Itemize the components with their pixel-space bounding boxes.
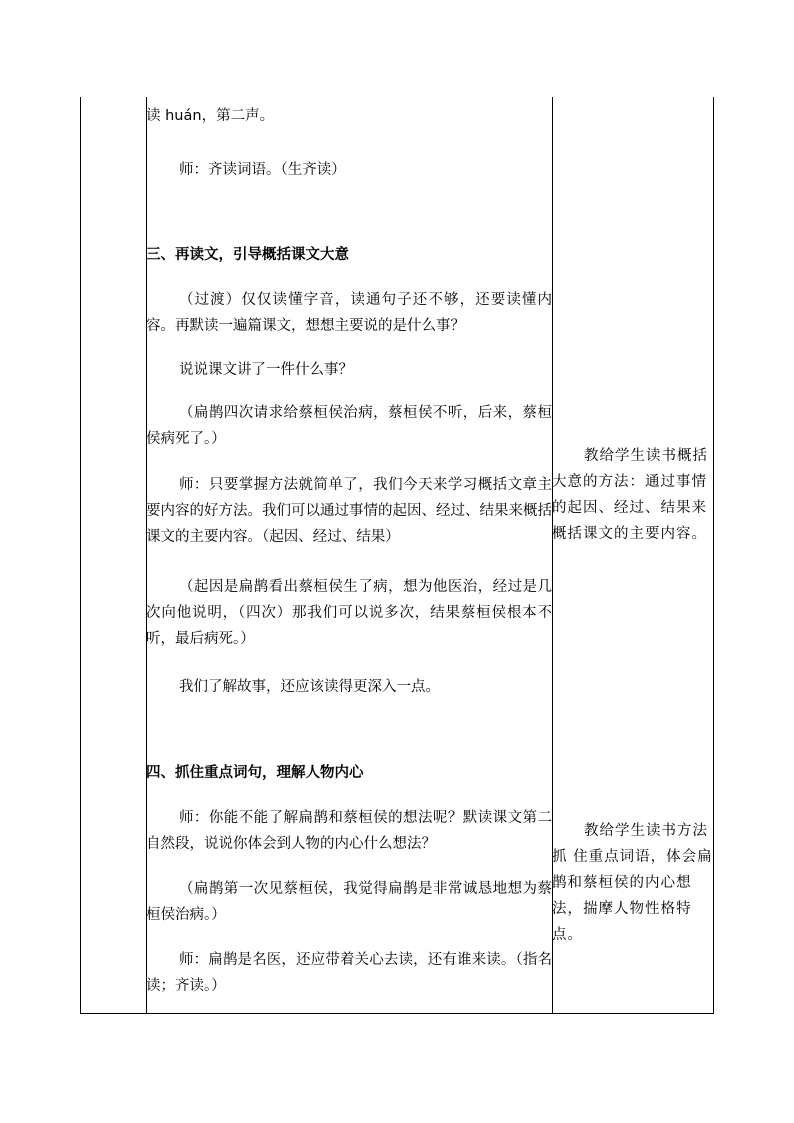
table-border-left <box>80 97 81 1014</box>
teaching-note: 教给学生读书方法抓 住重点词语，体会扁鹊和蔡桓侯的内心想法，揣摩人物性格特点。 <box>552 823 713 943</box>
paragraph: 我们了解故事，还应该读得更深入一点。 <box>179 679 440 695</box>
paragraph: （扁鹊四次请求给蔡桓侯治病，蔡桓侯不听，后来，蔡桓侯病死了。） <box>146 405 552 447</box>
paragraph: 师：你能不能了解扁鹊和蔡桓侯的想法呢？默读课文第二自然段，说说你体会到人物的内心什么想法？ <box>146 810 552 852</box>
table-border-bottom <box>80 1013 714 1014</box>
paragraph: 师：齐读词语。（生齐读） <box>179 162 346 178</box>
paragraph: 说说课文讲了一件什么事？ <box>179 362 353 378</box>
section-heading: 三、再读文，引导概括课文大意 <box>146 247 349 263</box>
paragraph: 读 huán，第二声。 <box>146 108 275 124</box>
teaching-note: 教给学生读书概括大意的方法：通过事情的起因、经过、结果来概括课文的主要内容。 <box>552 448 708 542</box>
section-heading: 四、抓住重点词句，理解人物内心 <box>146 765 364 781</box>
paragraph: （起因是扁鹊看出蔡桓侯生了病，想为他医治，经过是几次向他说明，（四次）那我们可以说多次，结果蔡桓侯根本不听，最后病死。） <box>146 579 552 647</box>
paragraph: 师：只要掌握方法就简单了，我们今天来学习概括文章主要内容的好方法。我们可以通过事情的起因、经过、结果来概括课文的主要内容。（起因、经过、结果） <box>146 477 552 545</box>
paragraph: 师：扁鹊是名医，还应带着关心去读，还有谁来读。（指名读；齐读。） <box>146 952 552 994</box>
paragraph: （过渡）仅仅读懂字音，读通句子还不够，还要读懂内容。再默读一遍篇课文，想想主要说的是什么事？ <box>146 292 552 334</box>
paragraph: （扁鹊第一次见蔡桓侯，我觉得扁鹊是非常诚恳地想为蔡桓侯治病。） <box>146 881 552 923</box>
